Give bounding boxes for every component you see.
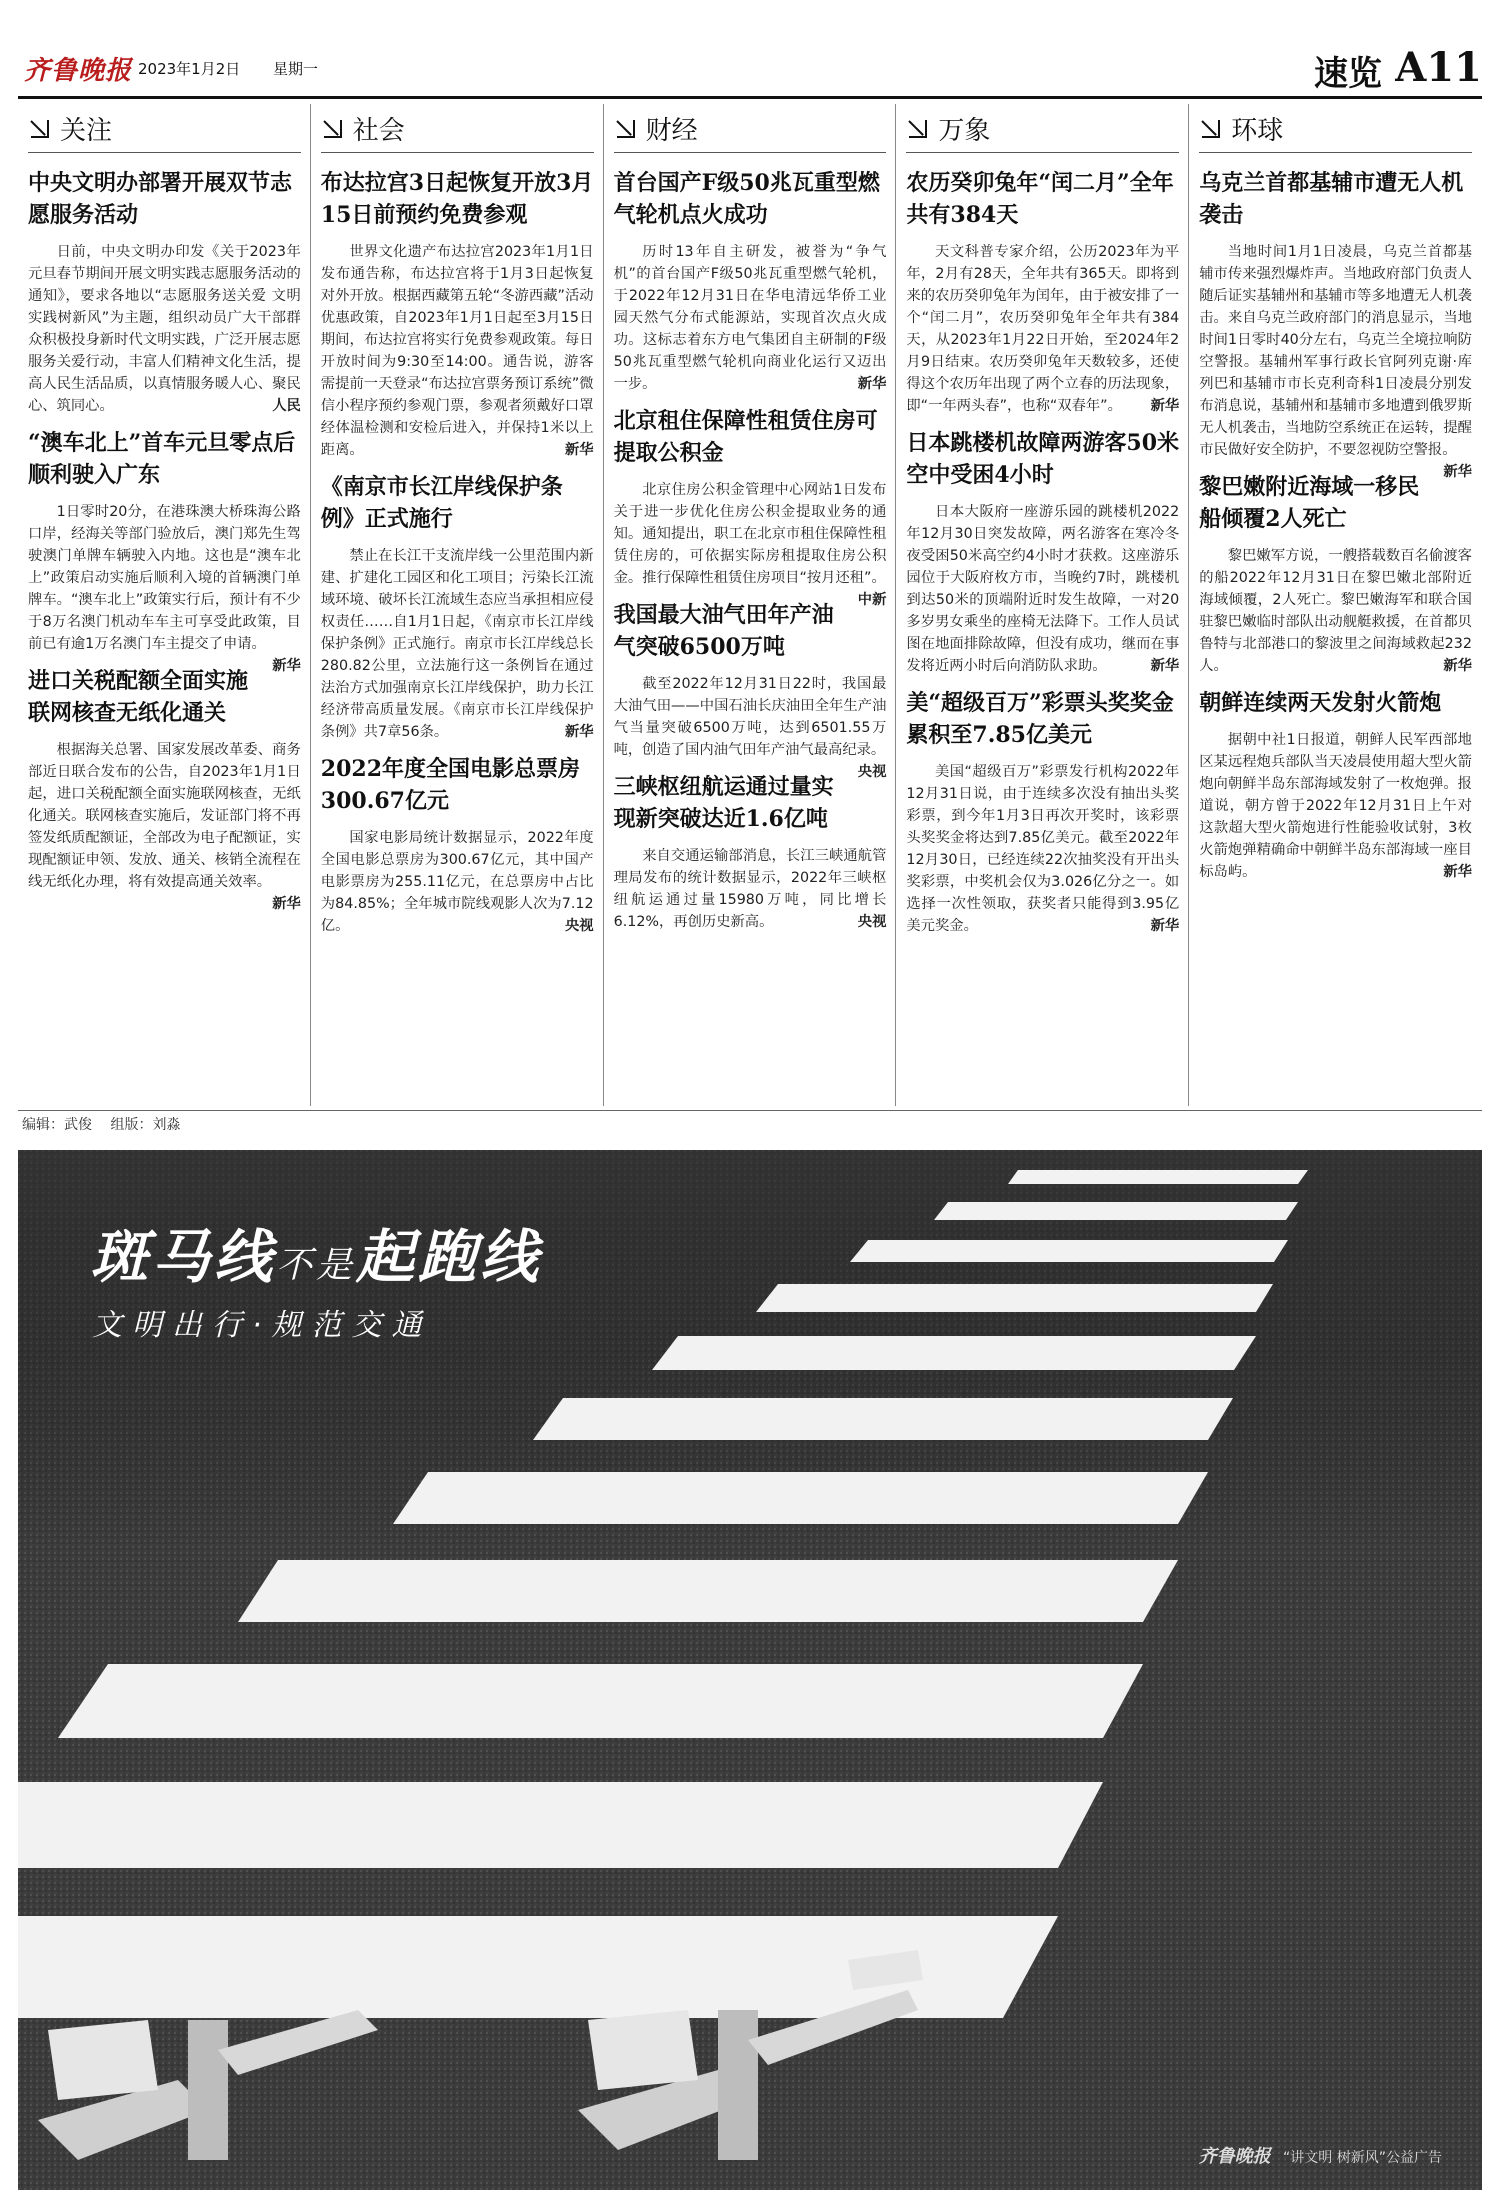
paper-name-logo: 齐鲁晚报	[24, 56, 133, 86]
article	[614, 771, 887, 933]
public-service-ad	[18, 1150, 1482, 2190]
column-label: 万象	[938, 115, 991, 146]
article-text: 据朝中社1日报道，朝鲜人民军西部地区某远程炮兵部队当天凌晨使用超大型火箭炮向朝鲜半岛东部海域发射了一枚炮弹。报道说，朝方曾于2022年12月31日上午对这款超大型火箭炮进行性能验收试射，3枚火箭炮弹精确命中朝鲜半岛东部海域一座目标岛屿。	[1199, 732, 1472, 880]
article-body	[613, 479, 887, 608]
article-body	[906, 241, 1179, 417]
article-body	[321, 241, 594, 461]
article-text: 禁止在长江干支流岸线一公里范围内新建、扩建化工园区和化工项目；污染长江流域环境、破坏长江流域生态应当承担相应侵权责任……自1月1日起，《南京市长江岸线保护条例》正式施行。南京市长江岸线总长280.82公里，立法施行这一条例旨在通过法治方式加强南京长江岸线保护，助力长江经济带高质量发展。《南京市长江岸线保护条例》共7章56条。	[320, 548, 594, 740]
top-rule	[18, 96, 1482, 99]
column-0	[18, 104, 311, 1106]
article-text: 1日零时20分，在港珠澳大桥珠海公路口岸，经海关等部门验放后，澳门郑先生驾驶澳门单牌车辆驶入内地。这也是“澳车北上”政策启动实施后顺利入境的首辆澳门单牌车。“澳车北上”政策实行后，预计有不少于8万名澳门机动车车主可享受此政策，目前已有逾1万名澳门车主提交了申请。	[28, 504, 301, 652]
article-text: 根据海关总署、国家发展改革委、商务部近日联合发布的公告，自2023年1月1日起，进口关税配额全面实施联网核查，无纸化通关。联网核查实施后，发证部门将不再签发纸质配额证，全部改为电子配额证，实现配额证申领、发放、通关、核销全流程在线无纸化办理，将有效提高通关效率。	[28, 742, 301, 890]
article-source: 新华	[272, 896, 301, 912]
article-source: 央视	[565, 918, 594, 934]
article-source: 新华	[1443, 658, 1472, 674]
article-text: 日本大阪府一座游乐园的跳楼机2022年12月30日突发故障，两名游客在寒冷冬夜受困50米高空约4小时才获救。这座游乐园位于大阪府枚方市，当晚约7时，跳楼机到达50米的顶端附近时发生故障，一对20多岁男女乘坐的座椅无法降下。工作人员试图在地面排除故障，但没有成功，继而在事发将近两小时后向消防队求助。	[906, 504, 1180, 674]
ad-title-part-3: 起跑线	[356, 1223, 543, 1291]
article-body	[614, 845, 887, 933]
issue-date: 2023年1月2日	[138, 60, 241, 78]
article-text: 北京住房公积金管理中心网站1日发布关于进一步优化住房公积金提取业务的通知。通知提出，职工在北京市租住保障性租赁住房的，可依据实际房租提取住房公积金。推行保障性租赁住房项目“按月还租”。	[613, 482, 887, 586]
article	[1199, 687, 1472, 883]
article-body	[321, 827, 594, 937]
article	[613, 599, 887, 780]
article	[614, 167, 887, 395]
article-text: 来自交通运输部消息，长江三峡通航管理局发布的统计数据显示，2022年三峡枢纽航运通过量15980万吨，同比增长6.12%，再创历史新高。	[613, 848, 887, 930]
article-source: 新华	[857, 376, 887, 392]
article-body	[321, 545, 594, 743]
article	[321, 167, 594, 461]
article-source: 人民	[272, 398, 301, 414]
column-label: 社会	[352, 115, 405, 146]
column-1	[311, 104, 604, 1106]
column-header	[906, 104, 1179, 153]
article-text: 日前，中央文明办印发《关于2023年元旦春节期间开展文明实践志愿服务活动的通知》，要求各地以“志愿服务送关爱 文明实践树新风”为主题，组织动员广大干部群众积极投身新时代文明实践，广泛开展志愿服务关爱行动，丰富人们精神文化生活，提高人民生活品质，以真情服务暖人心、聚民心、筑同心。	[28, 244, 301, 414]
article-headline: 朝鲜连续两天发射火箭炮	[1199, 690, 1442, 716]
article-headline: 乌克兰首都基辅市遭无人机袭击	[1199, 170, 1464, 228]
column-header	[614, 104, 887, 153]
article-text: 黎巴嫩军方说，一艘搭载数百名偷渡客的船2022年12月31日在黎巴嫩北部附近海域倾覆，2人死亡。黎巴嫩海军和联合国驻黎巴嫩临时部队出动舰艇救援，在首都贝鲁特与北部港口的黎波里之间海域救起232人。	[1199, 548, 1472, 674]
article-headline: 布达拉宫3日起恢复开放3月15日前预约免费参观	[320, 170, 594, 228]
article-body	[28, 241, 301, 417]
column-header	[1199, 104, 1472, 153]
column-header	[28, 104, 301, 153]
article	[906, 167, 1179, 417]
ad-title-part-1: 斑马线	[90, 1223, 277, 1291]
article	[1199, 471, 1472, 677]
section-name: 速览	[1314, 54, 1382, 94]
article	[906, 427, 1179, 677]
article-body	[1199, 545, 1472, 677]
article-body	[1199, 241, 1472, 480]
article	[906, 687, 1179, 937]
article-text: 国家电影局统计数据显示，2022年度全国电影总票房为300.67亿元，其中国产电影票房为255.11亿元，在总票房中占比为84.85%；全年城市院线观影人次为7.12亿。	[320, 830, 594, 934]
article-source: 新华	[272, 658, 301, 674]
article-body	[906, 501, 1179, 677]
article-text: 截至2022年12月31日22时，我国最大油气田——中国石油长庆油田全年生产油气当量突破6500万吨，达到6501.55万吨，创造了国内油气田年产油气最高纪录。	[613, 676, 887, 758]
layout-credit: 组版：刘淼	[110, 1117, 181, 1133]
article-headline: 我国最大油气田年产油气突破6500万吨	[613, 602, 834, 660]
article	[28, 167, 301, 417]
article-source: 新华	[565, 724, 594, 740]
article-text: 历时13年自主研发，被誉为“争气机”的首台国产F级50兆瓦重型燃气轮机，于2022年12月31日在华电清远华侨工业园天然气分布式能源站，实现首次点火成功。这标志着东方电气集团自主研制的F级50兆瓦重型燃气轮机向商业化运行又迈出一步。	[613, 244, 887, 392]
article-headline: 中央文明办部署开展双节志愿服务活动	[28, 170, 293, 228]
arrow-icon	[1199, 117, 1221, 139]
article-body	[28, 739, 301, 912]
column-separator	[310, 104, 311, 1106]
article-source: 中新	[857, 592, 887, 608]
credits	[22, 1114, 194, 1134]
article-headline: 日本跳楼机故障两游客50米空中受困4小时	[906, 430, 1180, 488]
ad-title	[90, 1210, 542, 1294]
article	[28, 665, 301, 912]
article-text: 天文科普专家介绍，公历2023年为平年，2月有28天，全年共有365天。即将到来的农历癸卯兔年为闰年，由于被安排了一个“闰二月”，农历癸卯兔年全年共有384天，从2023年1月22日开始，至2024年2月9日结束。农历癸卯兔年天数较多，还使得这个农历年出现了两个立春的历法现象，即“一年两头春”，也称“双春年”。	[906, 244, 1180, 414]
column-separator	[1188, 104, 1189, 1106]
editor-credit: 编辑：武俊	[22, 1117, 92, 1133]
article-text: 美国“超级百万”彩票发行机构2022年12月31日说，由于连续多次没有抽出头奖彩票，到今年1月3日再次开奖时，该彩票头奖奖金将达到7.85亿美元。截至2022年12月30日，已经连续22次抽奖没有开出头奖彩票，中奖机会仅为3.026亿分之一。如选择一次性领取，获奖者只能得到3.95亿美元奖金。	[906, 764, 1180, 934]
article-source: 新华	[1150, 398, 1180, 414]
ad-subtitle: 文明出行·规范交通	[92, 1308, 432, 1343]
article-headline: 三峡枢纽航运通过量实现新突破达近1.6亿吨	[613, 774, 834, 832]
article-body	[906, 761, 1179, 937]
article-headline: 北京租住保障性租赁住房可提取公积金	[613, 408, 878, 466]
article-source: 新华	[1443, 464, 1472, 480]
article-body	[28, 501, 301, 674]
column-4	[1189, 104, 1482, 1106]
article-text: 当地时间1月1日凌晨，乌克兰首都基辅市传来强烈爆炸声。当地政府部门负责人随后证实基辅州和基辅市等多地遭无人机袭击。来自乌克兰政府部门的消息显示，当地时间1日零时40分左右，乌克兰全境拉响防空警报。基辅州军事行政长官阿列克谢·库列巴和基辅市市长克利奇科1日凌晨分别发布消息说，基辅州和基辅市多地遭到俄罗斯无人机袭击，当地防空系统正在运转，提醒市民做好安全防护，不要忽视防空警报。	[1199, 244, 1472, 458]
article-source: 新华	[1150, 658, 1180, 674]
column-separator	[603, 104, 604, 1106]
column-separator	[895, 104, 896, 1106]
article-source: 央视	[857, 764, 887, 780]
news-columns	[18, 104, 1482, 1106]
article-headline: 进口关税配额全面实施联网核查无纸化通关	[28, 668, 249, 726]
article-headline: 首台国产F级50兆瓦重型燃气轮机点火成功	[613, 170, 880, 228]
column-label: 财经	[645, 115, 698, 146]
ad-footer	[1199, 2142, 1442, 2168]
article	[613, 405, 887, 608]
arrow-icon	[614, 117, 636, 139]
article-source: 央视	[857, 914, 887, 930]
article-headline: “澳车北上”首车元旦零点后顺利驶入广东	[28, 430, 296, 488]
article	[28, 427, 301, 674]
ad-title-part-2: 不是	[276, 1245, 357, 1286]
article-source: 新华	[565, 442, 594, 458]
masthead	[18, 44, 1482, 94]
article	[321, 753, 594, 937]
arrow-icon	[906, 117, 928, 139]
column-3	[896, 104, 1189, 1106]
article-headline: 《南京市长江岸线保护条例》正式施行	[320, 474, 563, 532]
article-body	[1199, 729, 1472, 883]
article-source: 新华	[1150, 918, 1180, 934]
article	[1199, 167, 1472, 480]
column-2	[604, 104, 897, 1106]
issue-weekday: 星期一	[273, 60, 319, 78]
bottom-rule	[18, 1110, 1482, 1111]
article	[321, 471, 594, 743]
article-headline: 黎巴嫩附近海域一移民船倾覆2人死亡	[1199, 474, 1420, 532]
column-label: 环球	[1231, 115, 1284, 146]
column-header	[321, 104, 594, 153]
article-text: 世界文化遗产布达拉宫2023年1月1日发布通告称，布达拉宫将于1月3日起恢复对外开放。根据西藏第五轮“冬游西藏”活动优惠政策，自2023年1月1日起至3月15日期间，布达拉宫将实行免费参观政策。每日开放时间为9:30至14:00。通告说，游客需提前一天登录“布达拉宫票务预订系统”微信小程序预约参观门票，参观者须戴好口罩经体温检测和安检后进入，并保持1米以上距离。	[320, 244, 594, 458]
page-number: A11	[1395, 44, 1482, 91]
article-headline: 农历癸卯兔年“闰二月”全年共有384天	[906, 170, 1174, 228]
ad-footer-text: “讲文明 树新风”公益广告	[1283, 2150, 1442, 2166]
ad-brand: 齐鲁晚报	[1198, 2146, 1271, 2167]
column-label: 关注	[60, 115, 113, 146]
article-headline: 美“超级百万”彩票头奖奖金累积至7.85亿美元	[906, 690, 1174, 748]
arrow-icon	[321, 117, 343, 139]
article-body	[613, 673, 887, 780]
article-source: 新华	[1443, 864, 1472, 880]
article-headline: 2022年度全国电影总票房300.67亿元	[320, 756, 581, 814]
arrow-icon	[28, 117, 50, 139]
article-body	[614, 241, 887, 395]
